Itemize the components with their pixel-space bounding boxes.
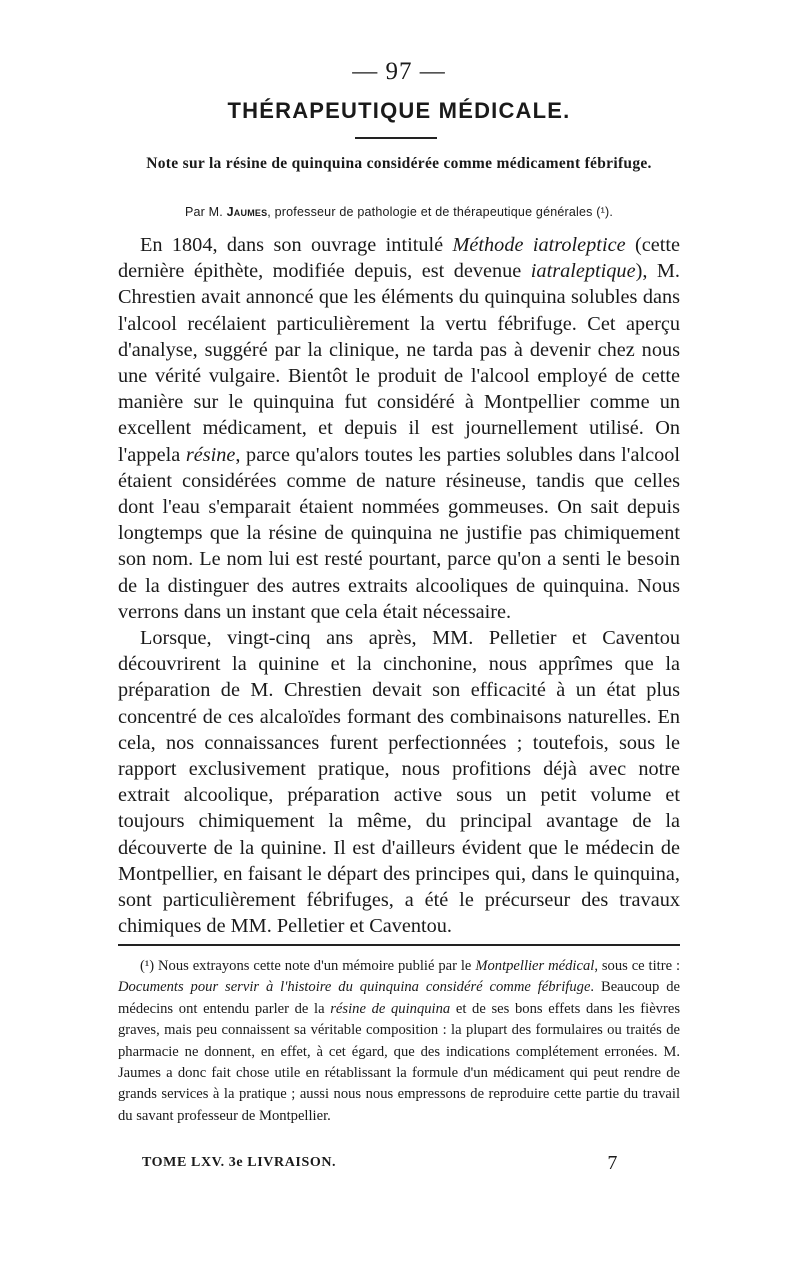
p1-text-b: (cette dernière épithète, modifiée depuis, est devenue (118, 234, 680, 283)
byline (118, 205, 680, 219)
byline-prefix: Par M. (184, 205, 223, 219)
article-body (118, 232, 680, 939)
page-footer (142, 1152, 618, 1174)
p1-text-c: ), M. Chrestien avait annoncé que les éléments du quinquina solubles dans l'alcool recélaient particulièrement la vertu fébrifuge. Cet aperçu d'analyse, suggéré par la clinique, ne tarda pas à devenir chez nous une vérité vulgaire. Bientôt le produit de l'alcool employé de cette manière sur le quinquina fut considéré à Montpellier comme un excellent médicament, et depuis il est journellement utilisé. On l'appela (118, 260, 680, 466)
author-name: Jaumes (226, 205, 268, 219)
p1-term: iatraleptique (530, 260, 636, 283)
footnote-term: résine de quinquina (330, 1000, 451, 1017)
footer-signature: 7 (607, 1152, 618, 1174)
footer-volume: TOME LXV. 3e LIVRAISON. (142, 1155, 337, 1170)
footnote-text-c: . Beaucoup de médecins ont entendu parler de la (118, 979, 680, 1017)
footnote-text-a: Nous extrayons cette note d'un mémoire publié par le (154, 958, 476, 974)
footnote-divider (118, 944, 680, 946)
footnote (118, 956, 680, 1127)
footnote-journal: Montpellier médical (475, 958, 595, 974)
page-number: — 97 — (352, 58, 446, 85)
footnote-text-d: et de ses bons effets dans les fièvres graves, mais peu connaissent sa véritable composition : la plupart des formulaires ou traités de pharmacie ne donnent, en effet, à cet égard, que des indications complétement erronées. M. Jaumes a donc fait chose utile en rétablissant la formule d'un médicament qui peut rendre de grands services à la pratique ; aussi nous nous empressons de reproduire cette partie du travail du savant professeur de Montpellier. (118, 1000, 680, 1124)
p1-book-title: Méthode iatroleptice (452, 234, 626, 256)
p1-text-d: , parce qu'alors toutes les parties solubles dans l'alcool étaient considérées comme de nature résineuse, tandis que celles dont l'eau s'emparait étaient nommées gommeuses. On sait depuis longtemps que la résine de quinquina ne justifie pas chimiquement son nom. Le nom lui est resté pourtant, parce qu'on a senti le besoin de la distinguer des autres extraits alcooliques de quinquina. Nous verrons dans un instant que cela était nécessaire. (118, 443, 680, 623)
p1-resine: résine (185, 443, 236, 466)
footnote-title: Documents pour servir à l'histoire du quinquina considéré comme fébrifuge (118, 979, 591, 996)
footnote-mark: (¹) (140, 958, 155, 974)
byline-rest: , professeur de pathologie et de thérapeutique générales (¹). (267, 205, 614, 219)
footnote-text-b: , sous ce titre : (594, 958, 681, 974)
article-title: Note sur la résine de quinquina considérée comme médicament fébrifuge. (146, 155, 652, 172)
paragraph-2: Lorsque, vingt-cinq ans après, MM. Pelletier et Caventou découvrirent la quinine et la cinchonine, nous apprîmes que la préparation de M. Chrestien devait son efficacité à un état plus concentré de ces alcaloïdes formant des combinaisons naturelles. En cela, nos connaissances furent perfectionnées ; toutefois, sous le rapport exclusivement pratique, nous profitions déjà avec notre extrait alcoolique, préparation active sous un petit volume et toujours chimiquement la même, du principal avantage de la découverte de la quinine. Il est d'ailleurs évident que le médecin de Montpellier, en faisant le départ des principes qui, dans le quinquina, sont particulièrement fébrifuges, a été le précurseur des travaux chimiques de MM. Pelletier et Caventou. (118, 627, 680, 938)
section-title: THÉRAPEUTIQUE MÉDICALE. (227, 98, 571, 123)
title-divider (355, 137, 437, 139)
paragraph-1 (118, 232, 680, 625)
p1-text-a: En 1804, dans son ouvrage intitulé (140, 234, 453, 256)
